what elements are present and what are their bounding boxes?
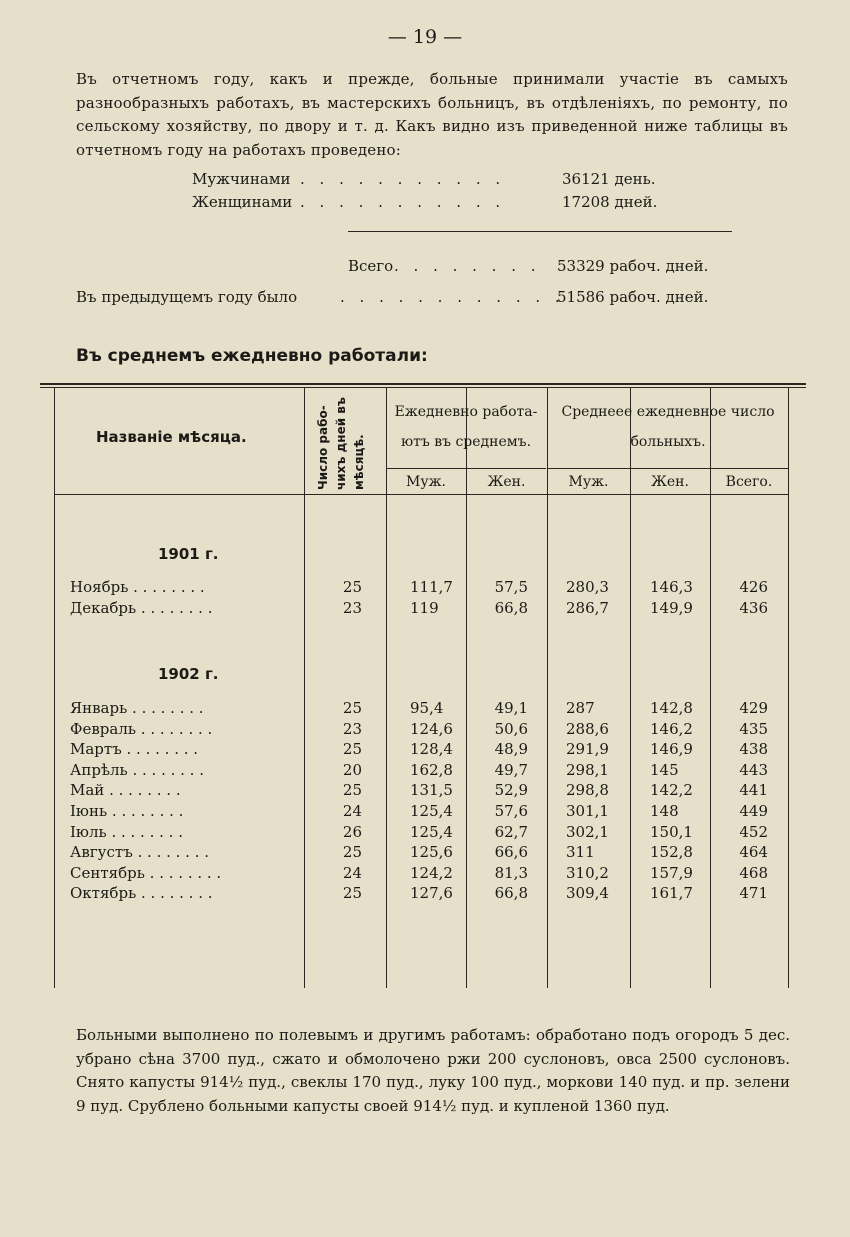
cell-am: 286,7 bbox=[566, 599, 609, 617]
month-name: Августъ . . . . . . . . bbox=[70, 843, 210, 862]
cell-wf: 49,1 bbox=[494, 699, 528, 717]
cell-af: 148 bbox=[650, 802, 679, 820]
header-days-2: чихъ дней въ bbox=[334, 397, 348, 490]
subheader-total: Всего. bbox=[725, 474, 773, 490]
table-header-rule bbox=[54, 494, 788, 495]
header-month: Названіе мѣсяца. bbox=[96, 428, 247, 446]
cell-total: 438 bbox=[739, 740, 768, 759]
header-avg-2: больныхъ. bbox=[630, 434, 706, 450]
header-daily-2: ютъ въ среднемъ. bbox=[400, 434, 532, 450]
cell-days: 25 bbox=[342, 740, 362, 759]
intro-paragraph: Въ отчетномъ году, какъ и прежде, больные принимали участіе въ самыхъ разнообразныхъ работахъ, въ мастерскихъ больницъ, въ отдѣленіяхъ, по ремонту, по сельскому хозяйству, по двору и т. д. Какъ видно изъ приведенной ниже таблицы въ отчетномъ году на работахъ проведено: bbox=[76, 70, 788, 159]
cell-af: 146,2 bbox=[650, 719, 693, 738]
subheader-rule-avg bbox=[548, 468, 788, 469]
subheader-men: Муж. bbox=[406, 474, 446, 490]
cell-wm: 162,8 bbox=[410, 760, 453, 779]
cell-wm: 128,4 bbox=[410, 740, 453, 759]
cell-wf: 50,6 bbox=[494, 719, 528, 738]
month-name: Мартъ . . . . . . . . bbox=[70, 740, 199, 759]
cell-wf: 66,8 bbox=[494, 884, 528, 903]
cell-total: 435 bbox=[739, 719, 768, 738]
leader-dots: . . . . . . . . bbox=[394, 257, 541, 275]
leader-dots: . . . . . . . . . . . bbox=[300, 193, 506, 211]
month-name: Апрѣль . . . . . . . . bbox=[70, 760, 204, 779]
cell-wm: 125,4 bbox=[410, 822, 453, 841]
cell-days: 26 bbox=[342, 822, 362, 841]
summary-prev-label: Въ предыдущемъ году было bbox=[76, 288, 298, 306]
cell-am: 309,4 bbox=[566, 884, 609, 903]
cell-am: 280,3 bbox=[566, 578, 609, 596]
leader-dots: . . . . . . . . . . . . bbox=[340, 288, 565, 306]
cell-wm: 124,2 bbox=[410, 863, 453, 882]
cell-am: 298,1 bbox=[566, 760, 609, 779]
cell-days: 25 bbox=[342, 699, 362, 717]
cell-wm: 125,4 bbox=[410, 802, 453, 820]
cell-am: 302,1 bbox=[566, 822, 609, 841]
cell-wm: 125,6 bbox=[410, 843, 453, 862]
cell-wf: 57,6 bbox=[494, 802, 528, 820]
cell-af: 152,8 bbox=[650, 843, 693, 862]
cell-am: 291,9 bbox=[566, 740, 609, 759]
cell-am: 310,2 bbox=[566, 863, 609, 882]
month-name: Октябрь . . . . . . . . bbox=[70, 884, 213, 903]
summary-men-label: Мужчинами bbox=[192, 170, 291, 188]
cell-af: 146,9 bbox=[650, 740, 693, 759]
cell-wm: 95,4 bbox=[410, 699, 444, 717]
month-name: Іюль . . . . . . . . bbox=[70, 822, 183, 841]
cell-days: 23 bbox=[342, 719, 362, 738]
cell-am: 301,1 bbox=[566, 802, 609, 820]
cell-wm: 131,5 bbox=[410, 781, 453, 800]
cell-days: 24 bbox=[342, 863, 362, 882]
cell-wf: 57,5 bbox=[494, 578, 528, 596]
subheader-women-avg: Жен. bbox=[651, 474, 689, 490]
cell-total: 471 bbox=[739, 884, 768, 903]
summary-total-value: 53329 рабоч. дней. bbox=[557, 257, 709, 275]
cell-days: 23 bbox=[342, 599, 362, 617]
month-name: Май . . . . . . . . bbox=[70, 781, 181, 800]
summary-total-label: Всего bbox=[348, 257, 394, 275]
cell-af: 157,9 bbox=[650, 863, 693, 882]
cell-am: 288,6 bbox=[566, 719, 609, 738]
table-top-rule-thin bbox=[40, 387, 806, 388]
table-vline bbox=[54, 388, 55, 988]
header-days-3: мѣсяцѣ. bbox=[352, 434, 366, 490]
cell-af: 142,8 bbox=[650, 699, 693, 717]
cell-af: 161,7 bbox=[650, 884, 693, 903]
table-vline bbox=[788, 388, 789, 988]
cell-af: 142,2 bbox=[650, 781, 693, 800]
cell-total: 449 bbox=[739, 802, 768, 820]
cell-af: 145 bbox=[650, 760, 679, 779]
page-number: — 19 — bbox=[387, 26, 463, 48]
cell-af: 146,3 bbox=[650, 578, 693, 596]
cell-wm: 127,6 bbox=[410, 884, 453, 903]
cell-days: 20 bbox=[342, 760, 362, 779]
cell-wm: 111,7 bbox=[410, 578, 453, 596]
cell-am: 311 bbox=[566, 843, 595, 862]
cell-total: 436 bbox=[739, 599, 768, 617]
cell-wf: 62,7 bbox=[494, 822, 528, 841]
cell-wf: 81,3 bbox=[494, 863, 528, 882]
summary-women-value: 17208 дней. bbox=[562, 193, 658, 211]
cell-wf: 52,9 bbox=[494, 781, 528, 800]
cell-wf: 66,6 bbox=[494, 843, 528, 862]
cell-total: 464 bbox=[739, 843, 768, 862]
header-daily-1: Ежедневно работа- bbox=[394, 404, 538, 420]
cell-wf: 49,7 bbox=[494, 760, 528, 779]
year-1902: 1902 г. bbox=[158, 665, 219, 683]
leader-dots: . . . . . . . . . . . bbox=[300, 170, 506, 188]
subheader-women: Жен. bbox=[487, 474, 526, 490]
cell-days: 25 bbox=[342, 781, 362, 800]
cell-total: 441 bbox=[739, 781, 768, 800]
cell-total: 429 bbox=[739, 699, 768, 717]
footer-paragraph: Больными выполнено по полевымъ и другимъ работамъ: обработано подъ огородъ 5 дес. убрано сѣна 3700 пуд., сжато и обмолочено ржи 200 суслоновъ, овса 2500 суслоновъ. Снято капусты 914½ пуд., свеклы 170 пуд., луку 100 пуд., моркови 140 пуд. и пр. зелени 9 пуд. Срублено больными капусты своей 914½ пуд. и купленой 1360 пуд. bbox=[76, 1026, 790, 1115]
cell-total: 443 bbox=[739, 760, 768, 779]
cell-af: 150,1 bbox=[650, 822, 693, 841]
cell-total: 468 bbox=[739, 863, 768, 882]
cell-wf: 48,9 bbox=[494, 740, 528, 759]
cell-days: 24 bbox=[342, 802, 362, 820]
subheader-men-avg: Муж. bbox=[568, 474, 609, 490]
summary-women-label: Женщинами bbox=[192, 193, 293, 211]
table-top-rule bbox=[40, 383, 806, 385]
cell-wm: 124,6 bbox=[410, 719, 453, 738]
header-days-1: Число рабо- bbox=[316, 405, 330, 490]
summary-men-value: 36121 день. bbox=[562, 170, 656, 188]
cell-wf: 66,8 bbox=[494, 599, 528, 617]
month-name: Декабрь . . . . . . . . bbox=[70, 599, 213, 617]
month-name: Февраль . . . . . . . . bbox=[70, 719, 213, 738]
cell-total: 426 bbox=[739, 578, 768, 596]
year-1901: 1901 г. bbox=[158, 545, 219, 563]
cell-total: 452 bbox=[739, 822, 768, 841]
summary-rule bbox=[348, 231, 732, 232]
cell-am: 287 bbox=[566, 699, 595, 717]
cell-am: 298,8 bbox=[566, 781, 609, 800]
month-name: Іюнь . . . . . . . . bbox=[70, 802, 184, 820]
header-avg-1: Среднеее ежедневное число bbox=[561, 404, 775, 420]
cell-wm: 119 bbox=[410, 599, 439, 617]
month-name: Сентябрь . . . . . . . . bbox=[70, 863, 222, 882]
cell-days: 25 bbox=[342, 884, 362, 903]
cell-days: 25 bbox=[342, 843, 362, 862]
table-title: Въ среднемъ ежедневно работали: bbox=[76, 346, 428, 366]
month-name: Январь . . . . . . . . bbox=[70, 699, 204, 717]
table-vline bbox=[304, 388, 305, 988]
summary-prev-value: 51586 рабоч. дней. bbox=[557, 288, 709, 306]
month-name: Ноябрь . . . . . . . . bbox=[70, 578, 205, 596]
cell-af: 149,9 bbox=[650, 599, 693, 617]
cell-days: 25 bbox=[342, 578, 362, 596]
